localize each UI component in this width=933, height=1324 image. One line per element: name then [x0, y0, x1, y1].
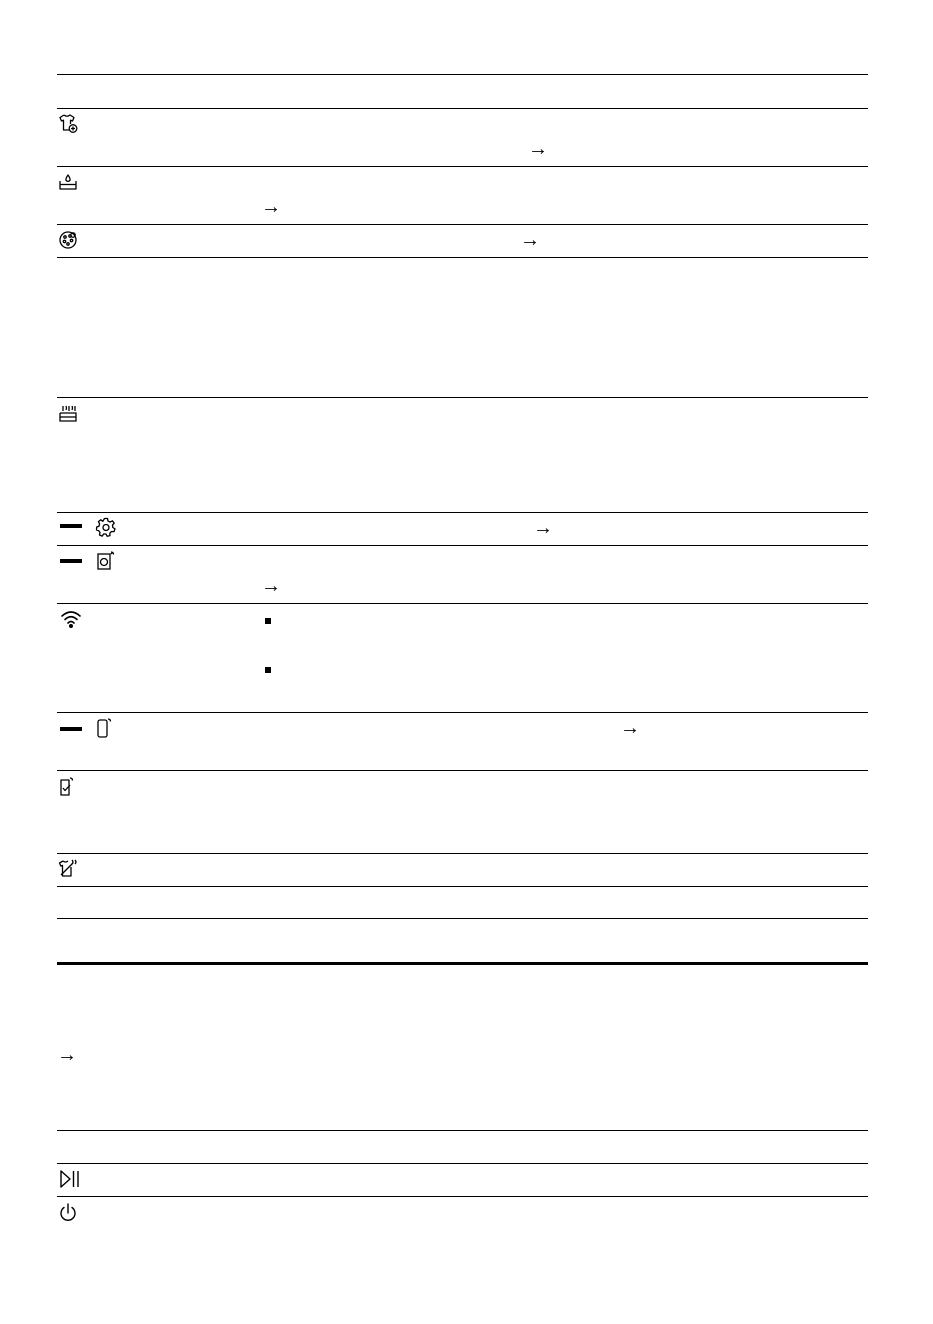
steam-tray-icon — [57, 403, 79, 425]
row-divider — [57, 224, 868, 225]
row-divider — [57, 166, 868, 167]
power-icon — [57, 1202, 79, 1224]
play-pause-icon — [58, 1168, 80, 1190]
row-divider — [57, 108, 868, 109]
section-rule — [57, 918, 868, 919]
row-divider — [57, 886, 868, 887]
list-bullet — [265, 618, 271, 624]
shirt-plus-icon — [57, 113, 79, 135]
row-divider — [57, 397, 868, 398]
row-divider — [57, 1130, 868, 1131]
arrow-icon: → — [520, 229, 540, 251]
arrow-icon: → — [261, 196, 281, 218]
row-divider — [57, 770, 868, 771]
phone-icon — [95, 717, 117, 739]
dash-marker — [60, 559, 82, 563]
row-divider — [57, 512, 868, 513]
arrow-icon: → — [57, 1044, 77, 1066]
gear-icon — [95, 516, 117, 538]
wifi-icon — [60, 608, 82, 630]
row-divider — [57, 1196, 868, 1197]
phone-check-icon — [57, 776, 79, 798]
row-divider — [57, 1163, 868, 1164]
arrow-icon: → — [261, 575, 281, 597]
table-top-rule — [57, 74, 868, 75]
section-thick-rule — [57, 962, 868, 965]
row-divider — [57, 853, 868, 854]
row-divider — [57, 603, 868, 604]
shirt-steam-icon — [57, 858, 79, 880]
arrow-icon: → — [533, 517, 553, 539]
arrow-icon: → — [620, 717, 640, 739]
row-divider — [57, 257, 868, 258]
row-divider — [57, 545, 868, 546]
row-divider — [57, 712, 868, 713]
washer-door-icon — [95, 550, 117, 572]
detergent-tablet-icon — [57, 229, 79, 251]
dash-marker — [60, 524, 82, 528]
dash-marker — [60, 727, 82, 731]
list-bullet — [265, 667, 271, 673]
basin-drop-icon — [57, 172, 79, 194]
arrow-icon: → — [528, 138, 548, 160]
